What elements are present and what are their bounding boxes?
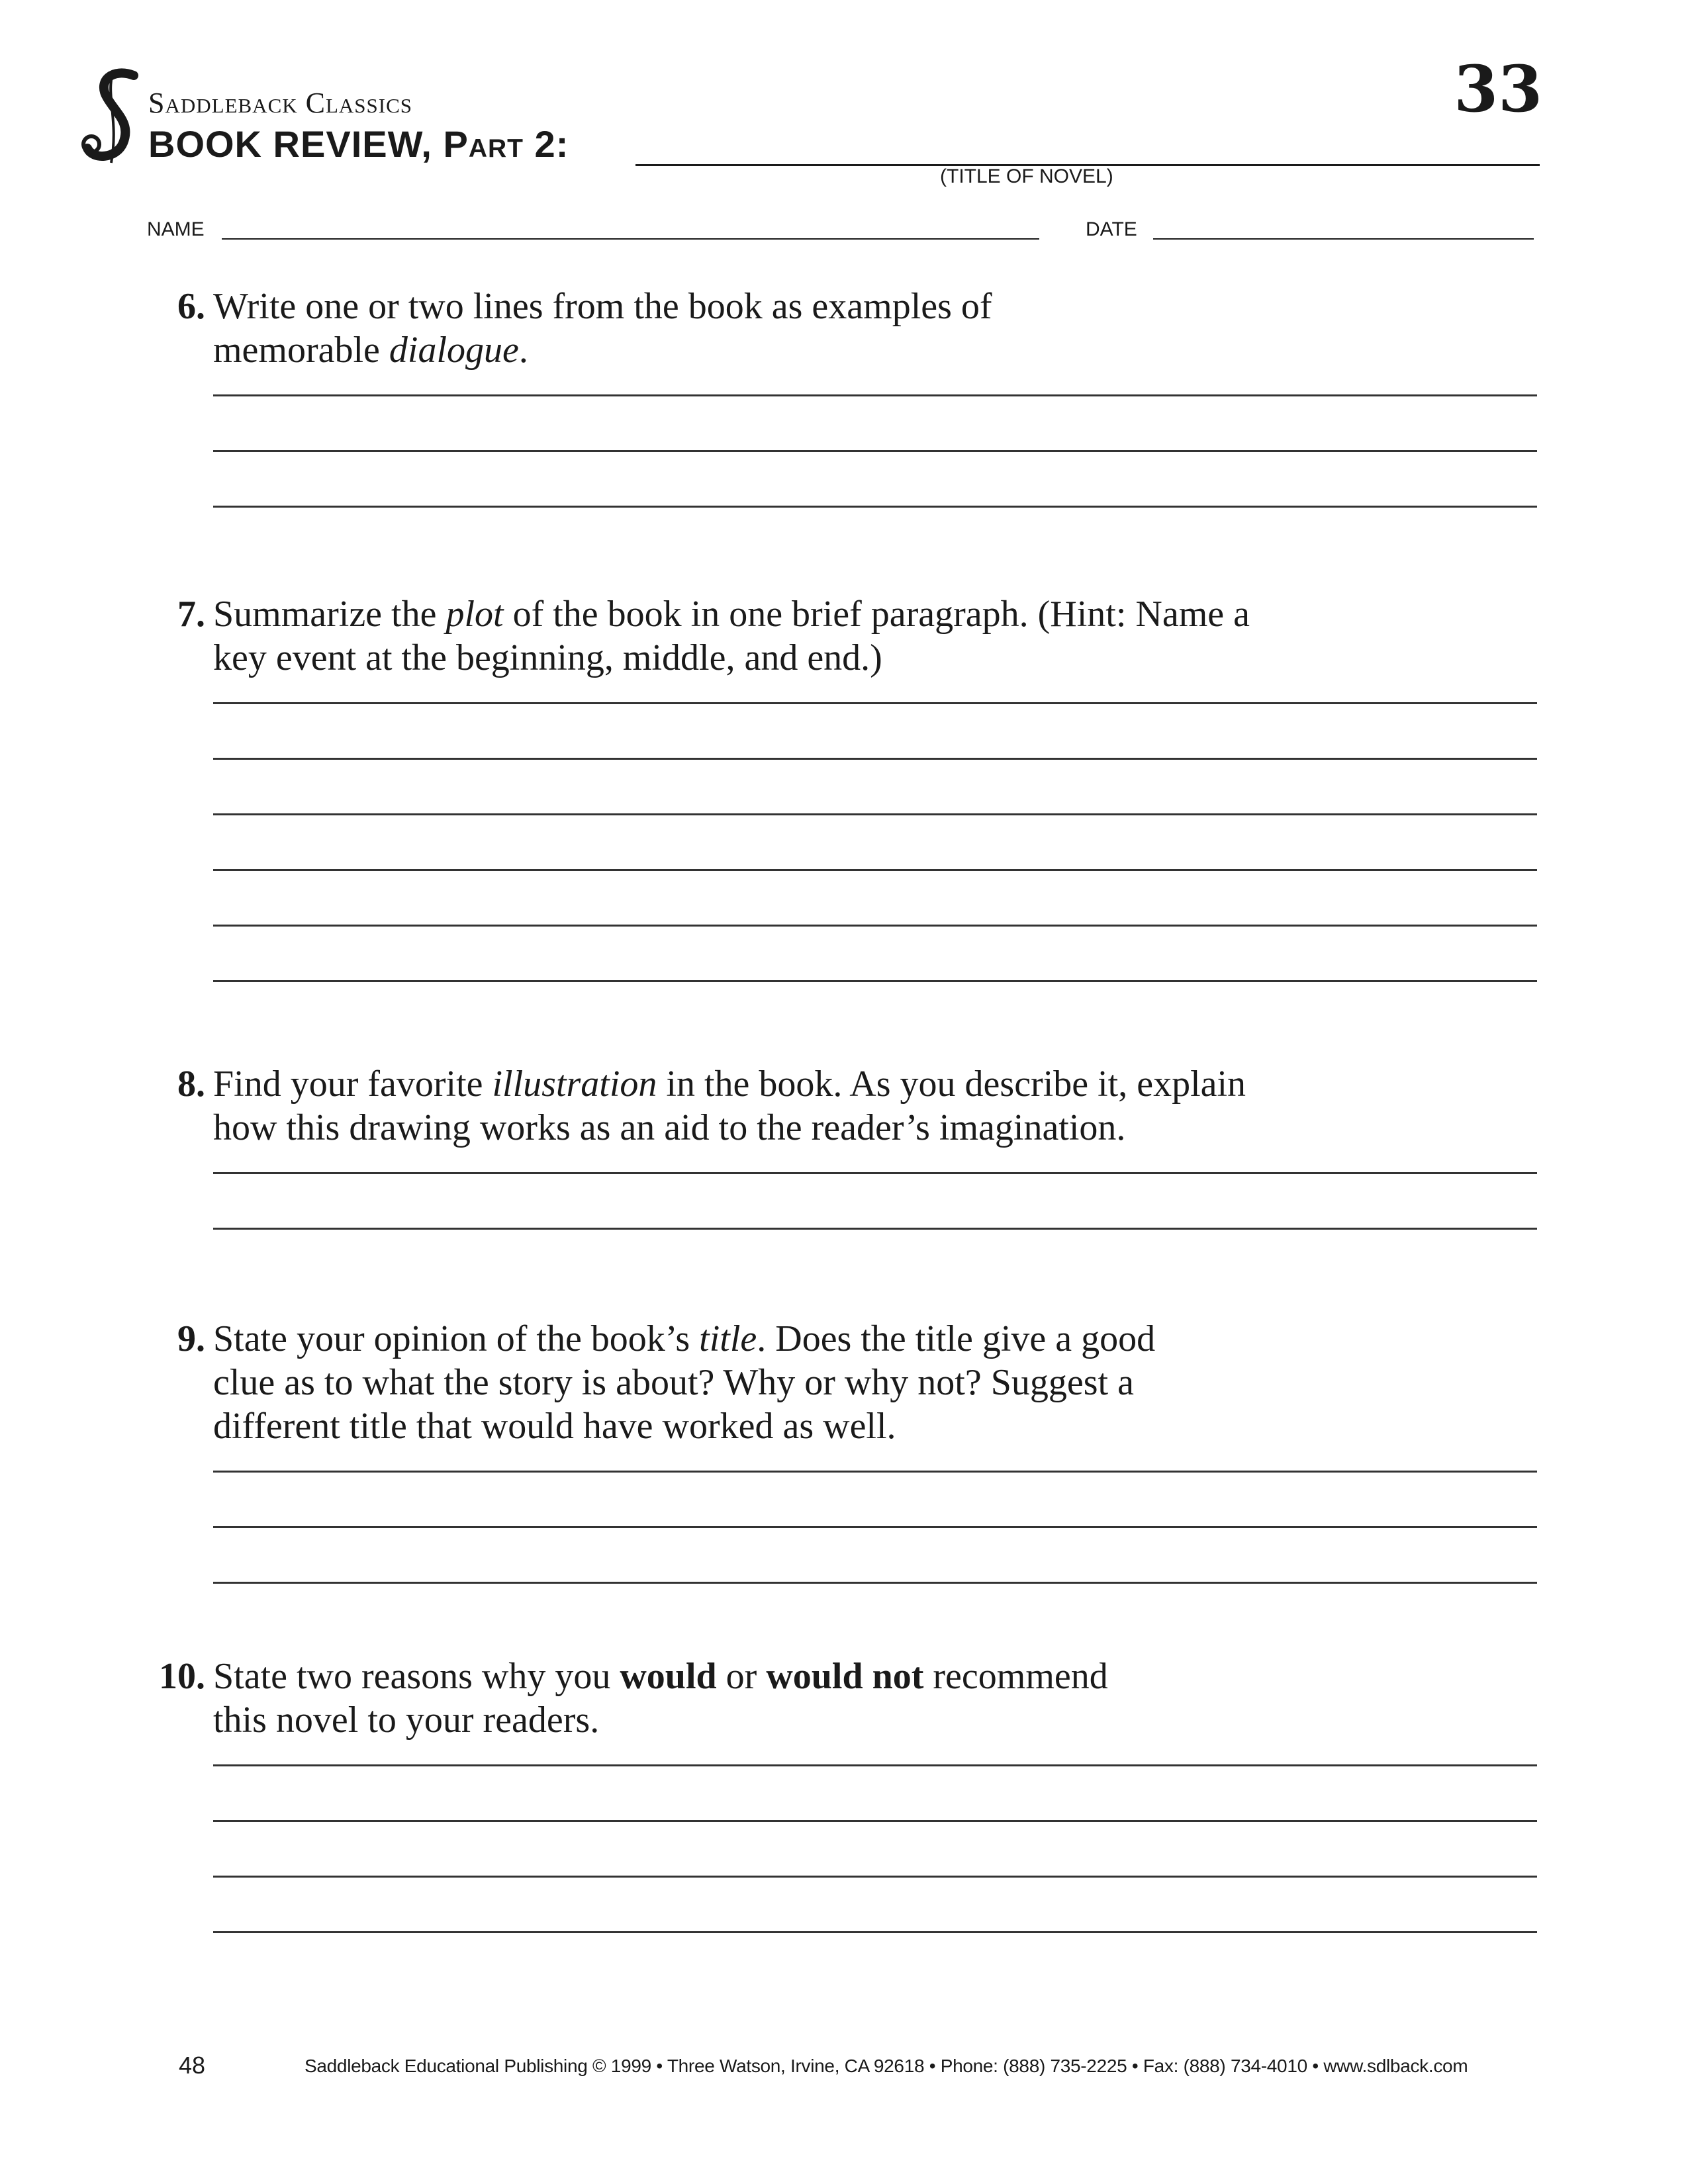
question-number: 6.: [177, 286, 205, 327]
page-number: 48: [179, 2052, 206, 2079]
worksheet-title: [148, 122, 569, 165]
question-text-segment: memorable: [213, 330, 389, 371]
question-text-line: [213, 328, 1524, 372]
worksheet-title-main: BOOK REVIEW,: [148, 123, 432, 165]
answer-line[interactable]: [213, 1172, 1537, 1174]
question-number: 10.: [159, 1656, 205, 1697]
answer-line[interactable]: [213, 980, 1537, 982]
name-label: NAME: [147, 218, 205, 240]
name-field[interactable]: [222, 238, 1039, 240]
worksheet-number: 33: [1454, 52, 1542, 126]
question-text-line: [213, 285, 1524, 328]
question-text-line: [213, 1655, 1524, 1698]
question-number: 8.: [177, 1064, 205, 1105]
answer-line[interactable]: [213, 1764, 1537, 1766]
question-text-line: [213, 1404, 1524, 1448]
answer-line[interactable]: [213, 869, 1537, 871]
question-text-segment: would not: [766, 1656, 924, 1697]
question-text-segment: title: [699, 1318, 757, 1359]
date-field[interactable]: [1153, 238, 1534, 240]
question-text-segment: Write one or two lines from the book as examples of: [213, 286, 992, 327]
question-text-segment: .: [518, 330, 528, 371]
question-text-segment: . Does the title give a good: [757, 1318, 1156, 1359]
question-text-segment: Summarize the: [213, 594, 446, 635]
date-label: DATE: [1086, 218, 1137, 240]
question-text-line: [213, 1698, 1524, 1742]
question-text-segment: how this drawing works as an aid to the reader’s imagination.: [213, 1107, 1126, 1148]
question-text-segment: recommend: [923, 1656, 1108, 1697]
answer-line[interactable]: [213, 813, 1537, 815]
question-text-segment: clue as to what the story is about? Why or why not? Suggest a: [213, 1362, 1134, 1403]
question-text-segment: State two reasons why you: [213, 1656, 620, 1697]
question-text-line: [213, 1317, 1524, 1361]
answer-line[interactable]: [213, 702, 1537, 704]
answer-line[interactable]: [213, 450, 1537, 452]
question-text-segment: or: [716, 1656, 767, 1697]
answer-line[interactable]: [213, 1228, 1537, 1230]
question-text-line: [213, 1062, 1524, 1106]
answer-line[interactable]: [213, 1876, 1537, 1878]
question-text-segment: key event at the beginning, middle, and end.): [213, 637, 882, 678]
answer-line[interactable]: [213, 1582, 1537, 1584]
question-number: 7.: [177, 594, 205, 635]
question-text-segment: different title that would have worked as well.: [213, 1406, 896, 1447]
question-text-segment: in the book. As you describe it, explain: [657, 1064, 1246, 1105]
question-text-segment: this novel to your readers.: [213, 1700, 600, 1741]
publisher-credit: Saddleback Educational Publishing © 1999 • Three Watson, Irvine, CA 92618 • Phone: (888) 735-2225 • Fax: (888) 734-4010 • www.sdlback.com: [305, 2056, 1468, 2076]
answer-line[interactable]: [213, 1471, 1537, 1473]
question-text-segment: dialogue: [389, 330, 519, 371]
answer-line[interactable]: [213, 394, 1537, 396]
answer-line[interactable]: [213, 758, 1537, 760]
question-text-line: [213, 592, 1524, 636]
question-text-line: [213, 636, 1524, 680]
answer-line[interactable]: [213, 506, 1537, 508]
question-text-segment: of the book in one brief paragraph. (Hint: Name a: [503, 594, 1250, 635]
brand-name: Saddleback Classics: [148, 87, 413, 119]
saddleback-s-logo-icon: [73, 66, 152, 165]
question-text-line: [213, 1361, 1524, 1404]
question-text-segment: Find your favorite: [213, 1064, 492, 1105]
answer-line[interactable]: [213, 1526, 1537, 1528]
question-text-segment: plot: [445, 594, 504, 635]
novel-title-caption: (TITLE OF NOVEL): [940, 165, 1113, 187]
question-text-segment: illustration: [492, 1064, 657, 1105]
worksheet-title-part: Part 2:: [443, 123, 569, 165]
question-text-segment: would: [620, 1656, 717, 1697]
answer-line[interactable]: [213, 1931, 1537, 1933]
answer-line[interactable]: [213, 1820, 1537, 1822]
question-text-line: [213, 1106, 1524, 1150]
answer-line[interactable]: [213, 925, 1537, 927]
question-text-segment: State your opinion of the book’s: [213, 1318, 700, 1359]
question-number: 9.: [177, 1318, 205, 1359]
